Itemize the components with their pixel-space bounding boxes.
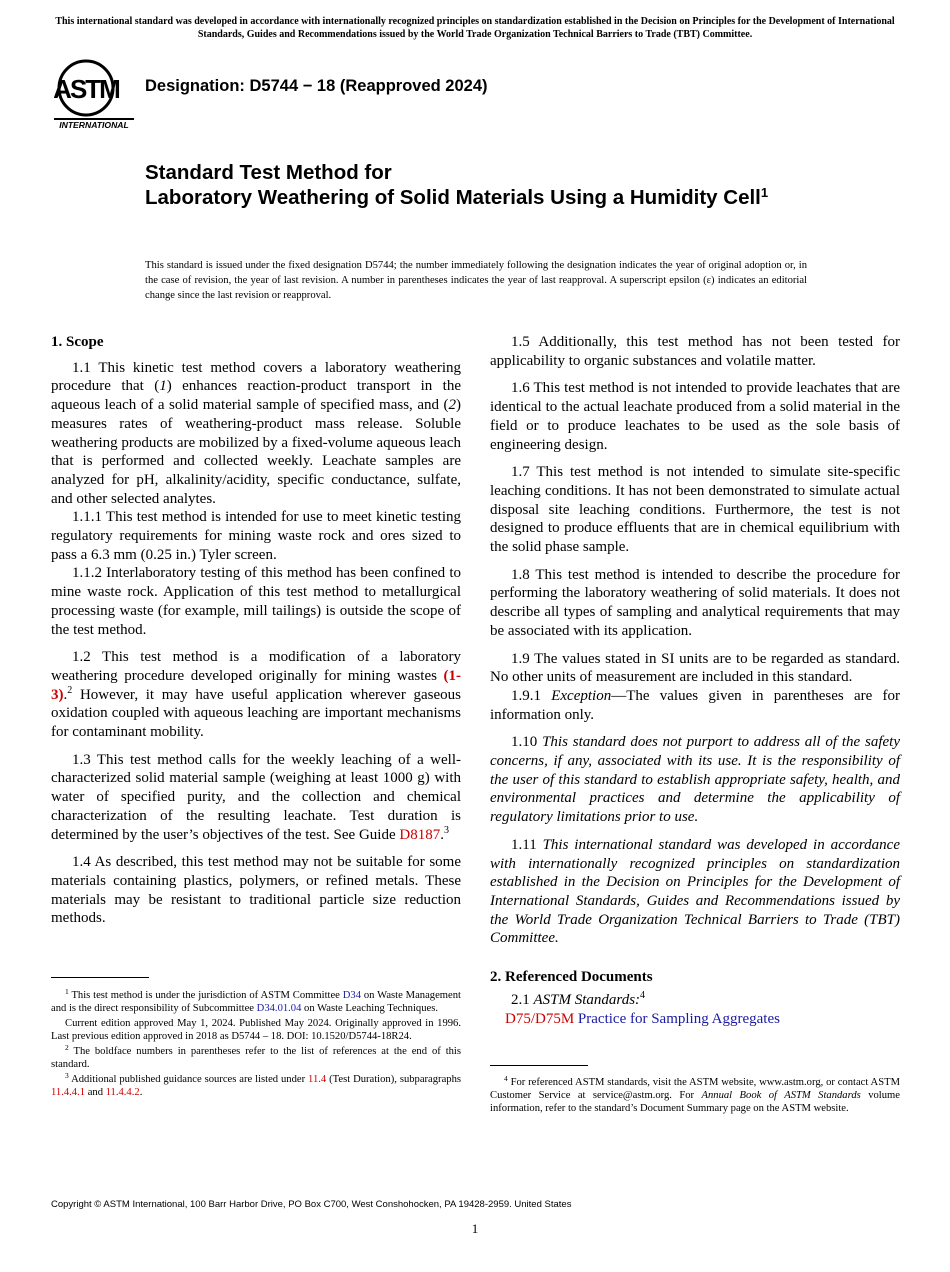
footnotes-right	[490, 1076, 900, 1117]
para-1-10: 1.10 This standard does not purport to address all of the safety concerns, if any, associated with its use. It is the responsibility of the user of this standard to establish appropriate safety, health, and environmental practices and determine the applicability of regulatory limitations prior to use.	[490, 734, 901, 826]
footnote-4: $^4$ For referenced ASTM standards, visit the ASTM website, www.astm.org, or contact ASTM Customer Service at service@astm.org. For Annual Book of ASTM Standards volume information, refer to the standard’s Document Summary page on the ASTM website.	[490, 1074, 900, 1114]
section-11-4-link[interactable]: 11.4	[308, 1074, 327, 1085]
para-2-1: 2.1 ASTM Standards:$^4$	[511, 989, 646, 1008]
scope-heading: 1. Scope	[51, 334, 104, 350]
footnote-divider-right	[490, 1065, 588, 1066]
para-1-9-1: 1.9.1 Exception—The values given in parentheses are for information only.	[490, 687, 901, 723]
svg-text:INTERNATIONAL: INTERNATIONAL	[59, 120, 129, 130]
astm-logo	[54, 58, 134, 130]
title-line-2: Laboratory Weathering of Solid Materials Using a Humidity Cell$^1$	[145, 184, 769, 209]
d75-title-link[interactable]: Practice for Sampling Aggregates	[577, 1010, 780, 1027]
para-1-7: 1.7 This test method is not intended to simulate site-specific leaching conditions. It has not been demonstrated to simulate actual disposal site leaching conditions. Furthermore, the test is not designed to produce effluents that are in chemical equilibrium with the solid phase sample.	[490, 464, 900, 556]
para-1-6: 1.6 This test method is not intended to provide leachates that are identical to the actual leachate produced from a solid material in the field or to produce leachates to be used as the sole basis of engineering design.	[490, 380, 900, 453]
reference-link[interactable]: (1-3)	[51, 667, 461, 703]
page-number: 1	[471, 1221, 479, 1236]
para-1-1: 1.1 This kinetic test method covers a laboratory weathering procedure that (1) enhances reaction-product transport in the aqueous leach of a solid material sample of specified mass, and (2) measures rates of weathering-product mass release. Soluble weathering products are mobilized by a fixed-volume aqueous leach that is performed and collected weekly. Leachate samples are analyzed for pH, alkalinity/acidity, specific conductance, sulfate, and other selected analytes.	[51, 359, 461, 507]
footnote-1: $^1$ This test method is under the jurisdiction of ASTM Committee D34 on Waste Management and is the direct responsibility of Subcommittee D34.01.04 on Waste Leaching Techniques.	[51, 987, 461, 1014]
para-1-5: 1.5 Additionally, this test method has not been tested for applicability to organic substances and volatile matter.	[490, 334, 900, 369]
para-1-2: 1.2 This test method is a modification of a laboratory weathering procedure developed originally for mining wastes (1-3).$^2$ However, it may have useful application wherever gaseous oxidation coupled with aqueous leaching are important mechanisms for contaminant mobility.	[51, 649, 461, 741]
para-1-1-2: 1.1.2 Interlaboratory testing of this method has been confined to mine waste rock. Application of this test method to metallurgical processing waste (for example, mill tailings) is outside the scope of the test method.	[51, 565, 461, 638]
footnotes-left	[51, 989, 461, 1101]
copyright-notice: Copyright © ASTM International, 100 Barr Harbor Drive, PO Box C700, West Conshohocken, PA 19428-2959. United States	[51, 1199, 572, 1210]
section-11-4-4-1-link[interactable]: 11.4.4.1	[51, 1087, 86, 1098]
section-11-4-4-2-link[interactable]: 11.4.4.2	[105, 1087, 140, 1098]
d75-code-link[interactable]: D75/D75M	[505, 1010, 575, 1027]
page-title	[145, 161, 845, 210]
footnote-2: $^2$ The boldface numbers in parentheses refer to the list of references at the end of this standard.	[51, 1043, 461, 1070]
d8187-link[interactable]: D8187	[399, 826, 441, 843]
para-1-9: 1.9 The values stated in SI units are to be regarded as standard. No other units of measurement are included in this standard.	[490, 650, 900, 686]
d34-01-04-link[interactable]: D34.01.04	[256, 1003, 302, 1014]
designation: Designation: D5744 − 18 (Reapproved 2024)	[145, 77, 488, 95]
right-column	[490, 333, 900, 1028]
referenced-docs-heading: 2. Referenced Documents	[490, 969, 653, 986]
ref-d75	[490, 1010, 900, 1029]
footnote-1-edition: Current edition approved May 1, 2024. Published May 2024. Originally approved in 1996. Last previous edition approved in 2018 as D5744 – 18. DOI: 10.1520/D5744-18R24.	[51, 1018, 461, 1042]
para-1-1-1: 1.1.1 This test method is intended for use to meet kinetic testing regulatory requirements for mining waste rock and ores sized to pass a 6.3 mm (0.25 in.) Tyler screen.	[51, 509, 461, 563]
svg-text:ASTM: ASTM	[54, 74, 119, 104]
top-notice: This international standard was developed in accordance with internationally recognized principles on standardization established in the Decision on Principles for the Development of International Standards, Guides and Recommendations issued by the World Trade Organization Technical Barriers to Trade (TBT) Committee.	[55, 16, 895, 40]
issued-note: This standard is issued under the fixed designation D5744; the number immediately following the designation indicates the year of original adoption or, in the case of revision, the year of last revision. A number in parentheses indicates the year of last reapproval. A superscript epsilon (ε) indicates an editorial change since the last revision or reapproval.	[145, 260, 807, 301]
footnote-divider-left	[51, 977, 149, 978]
para-1-11: 1.11 This international standard was developed in accordance with internationally recognized principles on standardization established in the Decision on Principles for the Development of International Standards, Guides and Recommendations issued by the World Trade Organization Technical Barriers to Trade (TBT) Committee.	[490, 836, 900, 947]
para-1-4: 1.4 As described, this test method may not be suitable for some materials containing plastics, polymers, or refined metals. These materials may be resistant to traditional particle size reduction methods.	[51, 854, 461, 927]
para-1-8: 1.8 This test method is intended to describe the procedure for performing the laboratory weathering of solid materials. It does not describe all types of sampling and analytical requirements that may be associated with its application.	[490, 566, 900, 639]
title-footnote-mark: 1	[760, 184, 769, 200]
title-line-1: Standard Test Method for	[145, 161, 392, 184]
footnote-3: $^3$ Additional published guidance sources are listed under 11.4 (Test Duration), subparagraphs 11.4.4.1 and 11.4.4.2.	[51, 1071, 462, 1098]
para-1-3: 1.3 This test method calls for the weekly leaching of a well-characterized solid material sample (weighing at least 1000 g) with water of specified purity, and the collection and chemical characterization of the resulting leachate. Test duration is determined by the user’s objectives of the test. See Guide D8187.$^3$	[51, 751, 461, 843]
left-column	[51, 333, 461, 928]
d34-link[interactable]: D34	[342, 990, 361, 1001]
astm-logo-icon	[54, 58, 134, 130]
